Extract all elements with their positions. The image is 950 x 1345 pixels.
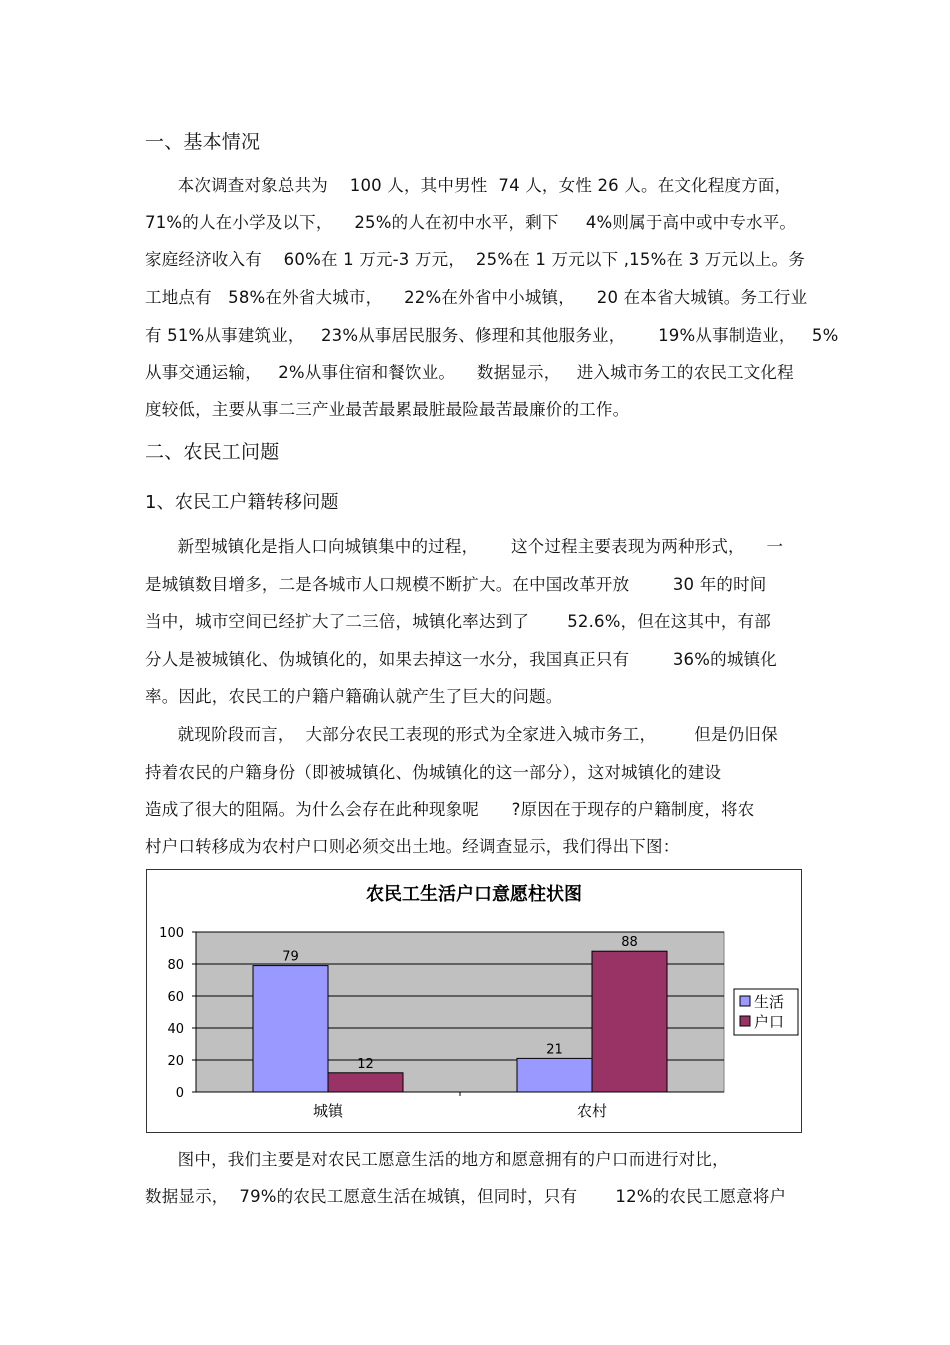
data-label: 88 [621,935,638,951]
paragraph-line: 村户口转移成为农村户口则必须交出土地。经调查显示，我们得出下图： [145,837,680,856]
chart-title: 农民工生活户口意愿柱状图 [366,884,582,905]
x-tick-label: 农村 [576,1102,608,1120]
paragraph-line: 持着农民的户籍身份（即被城镇化、伪城镇化的这一部分），这对城镇化的建设 [145,763,722,782]
paragraph-line: 率。因此，农民工的户籍户籍确认就产生了巨大的问题。 [145,687,563,706]
data-label: 79 [282,949,299,965]
legend-swatch [740,1016,750,1026]
paragraph-line: 工地点有 58%在外省大城市， 22%在外省中小城镇， 20 在本省大城镇。务工行业 [145,288,808,307]
data-label: 12 [357,1056,374,1072]
legend-label: 户口 [754,1013,785,1031]
bar [328,1073,403,1092]
paragraph-line: 有 51%从事建筑业， 23%从事居民服务、修理和其他服务业， 19%从事制造业， 5% [145,326,839,345]
legend-swatch [740,996,750,1006]
paragraph-line: 本次调查对象总共为 100 人，其中男性 74 人，女性 26 人。在文化程度方面， [145,176,792,195]
data-label: 21 [546,1042,563,1058]
paragraph-line: 是城镇数目增多，二是各城市人口规模不断扩大。在中国改革开放 30 年的时间 [145,575,767,594]
section-heading-problems: 二、农民工问题 [145,441,280,463]
paragraph-line: 数据显示， 79%的农民工愿意生活在城镇，但同时，只有 12%的农民工愿意将户 [145,1187,787,1206]
paragraph-line: 家庭经济收入有 60%在 1 万元-3 万元， 25%在 1 万元以下 ,15%在 3 万元以上。务 [145,250,805,269]
x-tick-label: 城镇 [312,1102,344,1120]
paragraph-line: 分人是被城镇化、伪城镇化的，如果去掉这一水分，我国真正只有 36%的城镇化 [145,650,777,669]
y-tick-label: 60 [167,990,184,1005]
section-heading-basic: 一、基本情况 [145,131,261,153]
bar-chart-svg [147,870,801,1132]
y-tick-label: 40 [167,1022,184,1037]
bar [592,951,667,1092]
paragraph-line: 图中，我们主要是对农民工愿意生活的地方和愿意拥有的户口而进行对比， [145,1150,729,1169]
paragraph-line: 当中，城市空间已经扩大了二三倍，城镇化率达到了 52.6%，但在这其中，有部 [145,612,771,631]
y-tick-label: 100 [159,926,184,941]
y-tick-label: 20 [167,1054,184,1069]
paragraph-line: 71%的人在小学及以下， 25%的人在初中水平，剩下 4%则属于高中或中专水平。 [145,213,797,232]
bar [517,1058,592,1092]
paragraph-line: 就现阶段而言， 大部分农民工表现的形式为全家进入城市务工， 但是仍旧保 [145,725,778,744]
y-tick-label: 0 [175,1086,184,1101]
bar [253,966,328,1092]
paragraph-line: 度较低，主要从事二三产业最苦最累最脏最险最苦最廉价的工作。 [145,400,630,419]
y-tick-label: 80 [167,958,184,973]
subsection-heading: 1、农民工户籍转移问题 [145,492,339,513]
paragraph-line: 造成了很大的阻隔。为什么会存在此种现象呢 ?原因在于现存的户籍制度，将农 [145,800,755,819]
bar-chart [146,869,802,1133]
paragraph-line: 从事交通运输， 2%从事住宿和餐饮业。 数据显示， 进入城市务工的农民工文化程 [145,363,794,382]
legend-label: 生活 [754,993,785,1011]
paragraph-line: 新型城镇化是指人口向城镇集中的过程， 这个过程主要表现为两种形式， 一 [145,537,784,556]
